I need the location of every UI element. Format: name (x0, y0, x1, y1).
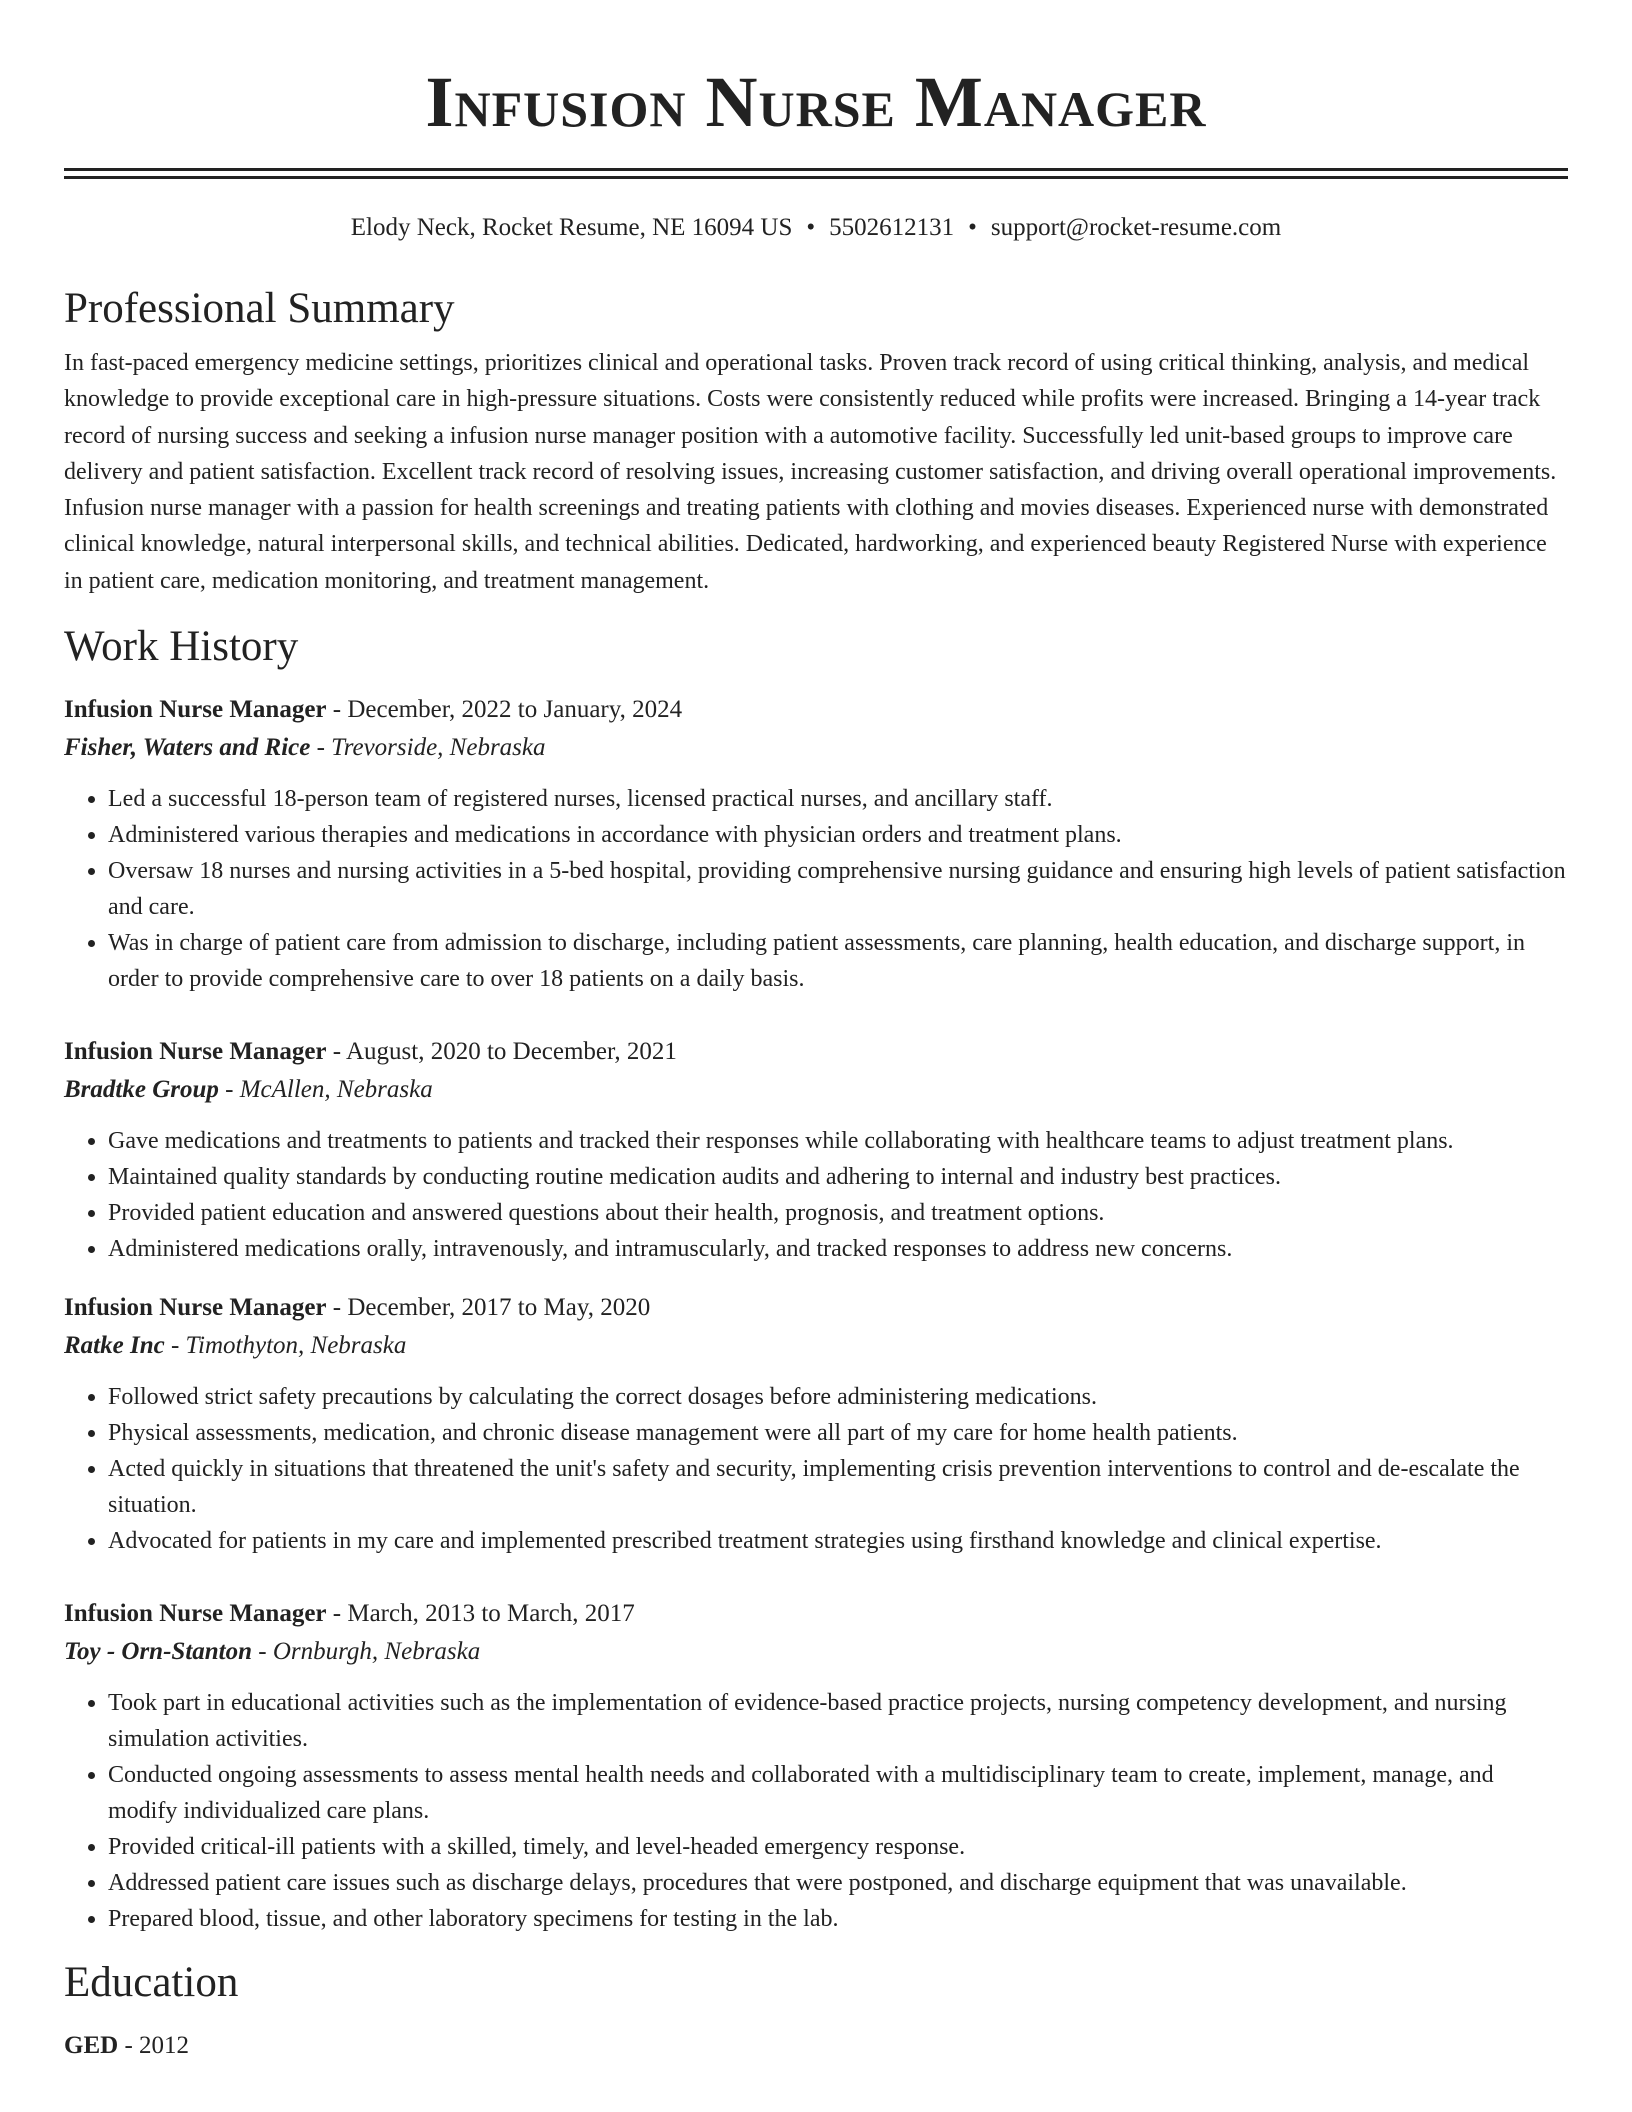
job-title-line (64, 691, 1568, 729)
job-bullet: • Provided critical-ill patients with a skilled, timely, and level-headed emergency response. (108, 1829, 1568, 1865)
job-dates: - December, 2017 to May, 2020 (326, 1294, 651, 1322)
education-year: - 2012 (118, 2032, 190, 2060)
job-bullet: • Took part in educational activities such as the implementation of evidence-based practice projects, nursing competency development, and nursing simulation activities. (108, 1685, 1568, 1757)
contact-line (64, 211, 1568, 245)
contact-separator: • (968, 214, 977, 241)
job-company-line (64, 1633, 1568, 1671)
job-title-line (64, 1595, 1568, 1633)
job-bullet: • Led a successful 18-person team of registered nurses, licensed practical nurses, and ancillary staff. (108, 781, 1568, 817)
job-role: Infusion Nurse Manager (64, 696, 327, 724)
job-dates: - March, 2013 to March, 2017 (326, 1600, 635, 1628)
job-company-line (64, 1327, 1568, 1365)
summary-heading: Professional Summary (64, 285, 455, 332)
job-bullet: • Advocated for patients in my care and implemented prescribed treatment strategies using firsthand knowledge and clinical expertise. (108, 1523, 1568, 1559)
job-bullet: • Administered medications orally, intravenously, and intramuscularly, and tracked responses to address new concerns. (108, 1231, 1568, 1267)
contact-separator: • (806, 214, 816, 241)
job-title-line (64, 1289, 1568, 1327)
job-location: - Ornburgh, Nebraska (252, 1638, 481, 1666)
work-history-heading: Work History (64, 623, 299, 671)
job-bullet: • Provided patient education and answered questions about their health, prognosis, and treatment options. (108, 1195, 1568, 1231)
job-entry (64, 1033, 1568, 1267)
resume-title: Infusion Nurse Manager (425, 62, 1207, 142)
job-bullet: • Administered various therapies and medications in accordance with physician orders and treatment plans. (108, 817, 1568, 853)
job-location: - McAllen, Nebraska (218, 1076, 433, 1104)
education-heading: Education (64, 1959, 239, 2007)
job-location: - Timothyton, Nebraska (164, 1332, 407, 1360)
job-dates: - August, 2020 to December, 2021 (326, 1038, 677, 1066)
job-entry (64, 1289, 1568, 1559)
contact-address: Elody Neck, Rocket Resume, NE 16094 US (350, 214, 793, 241)
education-degree: GED (64, 2032, 119, 2060)
job-bullet: • Prepared blood, tissue, and other laboratory specimens for testing in the lab. (108, 1901, 1568, 1937)
job-company-line (64, 1071, 1568, 1109)
job-bullet: • Followed strict safety precautions by calculating the correct dosages before administering medications. (108, 1379, 1568, 1415)
job-entry (64, 1595, 1568, 1937)
job-bullets (64, 1379, 1568, 1559)
resume-page (64, 0, 1568, 2065)
job-bullets (64, 781, 1568, 997)
job-bullet: • Acted quickly in situations that threatened the unit's safety and security, implementing crisis prevention interventions to control and de-escalate the situation. (108, 1451, 1568, 1523)
job-title-line (64, 1033, 1568, 1071)
job-location: - Trevorside, Nebraska (310, 734, 546, 762)
education-entry (64, 2027, 1568, 2065)
job-bullet: • Conducted ongoing assessments to assess mental health needs and collaborated with a multidisciplinary team to create, implement, manage, and modify individualized care plans. (108, 1757, 1568, 1829)
job-company: Fisher, Waters and Rice (64, 734, 311, 762)
title-divider-bottom (64, 176, 1568, 179)
job-role: Infusion Nurse Manager (64, 1294, 327, 1322)
job-bullet: • Addressed patient care issues such as discharge delays, procedures that were postponed, and discharge equipment that was unavailable. (108, 1865, 1568, 1901)
job-company: Toy - Orn-Stanton (64, 1638, 253, 1666)
job-role: Infusion Nurse Manager (64, 1038, 327, 1066)
job-dates: - December, 2022 to January, 2024 (326, 696, 683, 724)
job-company: Ratke Inc (64, 1332, 165, 1360)
contact-phone: 5502612131 (829, 214, 955, 241)
title-divider-top (64, 168, 1568, 171)
contact-email[interactable]: support@rocket-resume.com (990, 214, 1282, 241)
job-bullets (64, 1685, 1568, 1937)
job-bullet: • Maintained quality standards by conducting routine medication audits and adhering to internal and industry best practices. (108, 1159, 1568, 1195)
summary-text: In fast-paced emergency medicine settings, prioritizes clinical and operational tasks. Proven track record of using critical thinking, analysis, and medical knowledge to provide exceptional care in high-pressure situations. Costs were consistently reduced while profits were increased. Bringing a 14-year track record of nursing success and seeking a infusion nurse manager position with a automotive facility. Successfully led unit-based groups to improve care delivery and patient satisfaction. Excellent track record of resolving issues, increasing customer satisfaction, and driving overall operational improvements. Infusion nurse manager with a passion for health screenings and treating patients with clothing and movies diseases. Experienced nurse with demonstrated clinical knowledge, natural interpersonal skills, and technical abilities. Dedicated, hardworking, and experienced beauty Registered Nurse with experience in patient care, medication monitoring, and treatment management. (64, 350, 1557, 594)
job-role: Infusion Nurse Manager (64, 1600, 327, 1628)
job-company-line (64, 729, 1568, 767)
job-bullet: • Was in charge of patient care from admission to discharge, including patient assessments, care planning, health education, and discharge support, in order to provide comprehensive care to over 18 patients on a daily basis. (108, 925, 1568, 997)
job-bullet: • Physical assessments, medication, and chronic disease management were all part of my care for home health patients. (108, 1415, 1568, 1451)
job-entry (64, 691, 1568, 997)
job-bullet: • Oversaw 18 nurses and nursing activities in a 5-bed hospital, providing comprehensive nursing guidance and ensuring high levels of patient satisfaction and care. (108, 853, 1568, 925)
job-bullets (64, 1123, 1568, 1267)
job-company: Bradtke Group (64, 1076, 219, 1104)
job-bullet: • Gave medications and treatments to patients and tracked their responses while collaborating with healthcare teams to adjust treatment plans. (108, 1123, 1568, 1159)
